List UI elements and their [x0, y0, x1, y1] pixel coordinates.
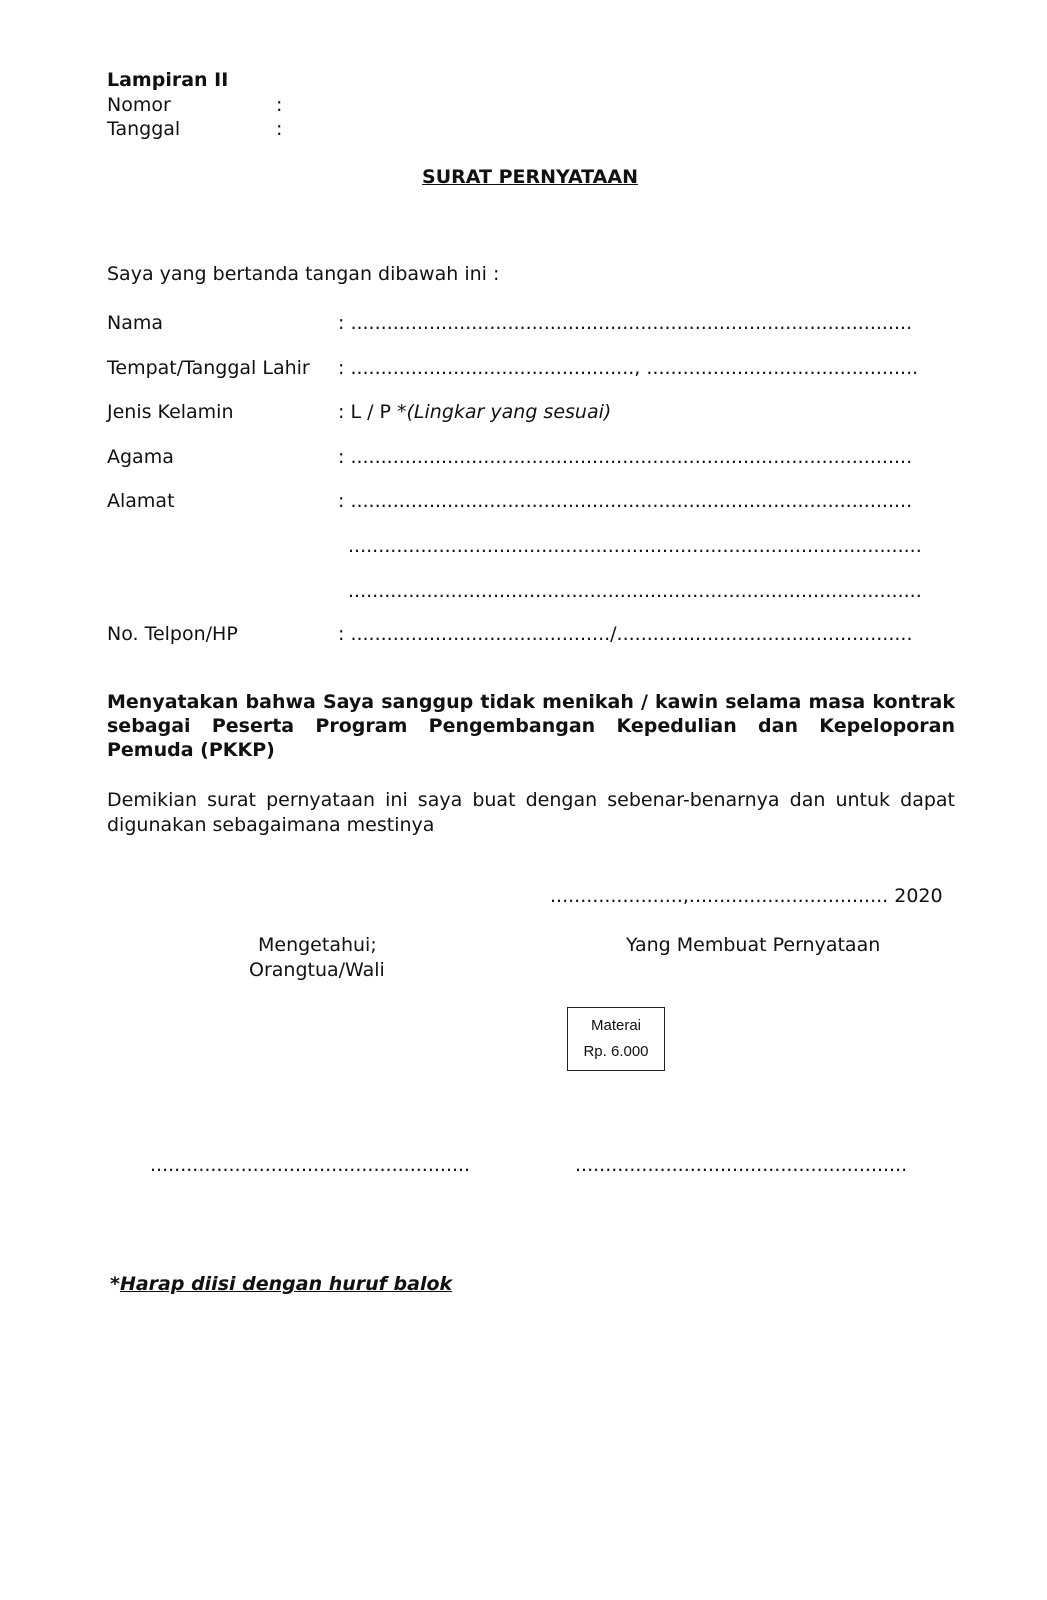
date-line[interactable]: ......................,................................. 2020: [550, 885, 943, 907]
jenis-kelamin-label: Jenis Kelamin: [107, 401, 234, 423]
sig-left-orangtua: Orangtua/Wali: [249, 959, 385, 981]
sig-left-mengetahui: Mengetahui;: [258, 934, 377, 956]
tanggal-colon: :: [276, 118, 283, 140]
materai-label: Materai: [590, 1017, 642, 1034]
sig-left-line[interactable]: .....................................................: [150, 1154, 471, 1176]
nama-field[interactable]: : .............................................................................................: [338, 312, 913, 334]
alamat-label: Alamat: [107, 490, 175, 512]
tanggal-label: Tanggal: [107, 118, 181, 140]
intro-text: Saya yang bertanda tangan dibawah ini :: [107, 263, 500, 285]
jenis-kelamin-field[interactable]: [338, 400, 611, 424]
agama-field[interactable]: : .............................................................................................: [338, 446, 913, 468]
lampiran-label: Lampiran II: [107, 69, 229, 91]
alamat-field-line-1[interactable]: : .............................................................................................: [338, 490, 913, 512]
telpon-field[interactable]: : .........................................../.................................................: [338, 623, 913, 645]
footnote-asterisk: *: [110, 1273, 120, 1295]
nama-label: Nama: [107, 312, 164, 334]
jenis-kelamin-note: (Lingkar yang sesuai): [406, 401, 612, 423]
materai-stamp-box: [567, 1007, 665, 1071]
agama-label: Agama: [107, 446, 174, 468]
closing-paragraph: Demikian surat pernyataan ini saya buat dengan sebenar-benarnya dan untuk dapat digunakan sebagaimana mestinya: [107, 789, 955, 836]
nomor-label: Nomor: [107, 94, 171, 116]
materai-value: Rp. 6.000: [583, 1043, 649, 1060]
document-title: SURAT PERNYATAAN: [422, 166, 638, 188]
jenis-kelamin-options: : L / P *: [338, 401, 407, 423]
sig-right-line[interactable]: .......................................................: [575, 1154, 908, 1176]
ttl-field[interactable]: : ..............................................., .............................................: [338, 357, 919, 379]
footnote: [110, 1272, 452, 1296]
alamat-field-line-3[interactable]: ...............................................................................................: [348, 580, 922, 602]
sig-right-title: Yang Membuat Pernyataan: [626, 934, 881, 956]
statement-paragraph: Menyatakan bahwa Saya sanggup tidak menikah / kawin selama masa kontrak sebagai Peserta Program Pengembangan Kepedulian dan Kepeloporan Pemuda (PKKP): [107, 691, 955, 761]
footnote-text: Harap diisi dengan huruf balok: [119, 1273, 453, 1295]
ttl-label: Tempat/Tanggal Lahir: [107, 357, 310, 379]
alamat-field-line-2[interactable]: ...............................................................................................: [348, 535, 922, 557]
nomor-colon: :: [276, 94, 283, 116]
telpon-label: No. Telpon/HP: [107, 623, 238, 645]
